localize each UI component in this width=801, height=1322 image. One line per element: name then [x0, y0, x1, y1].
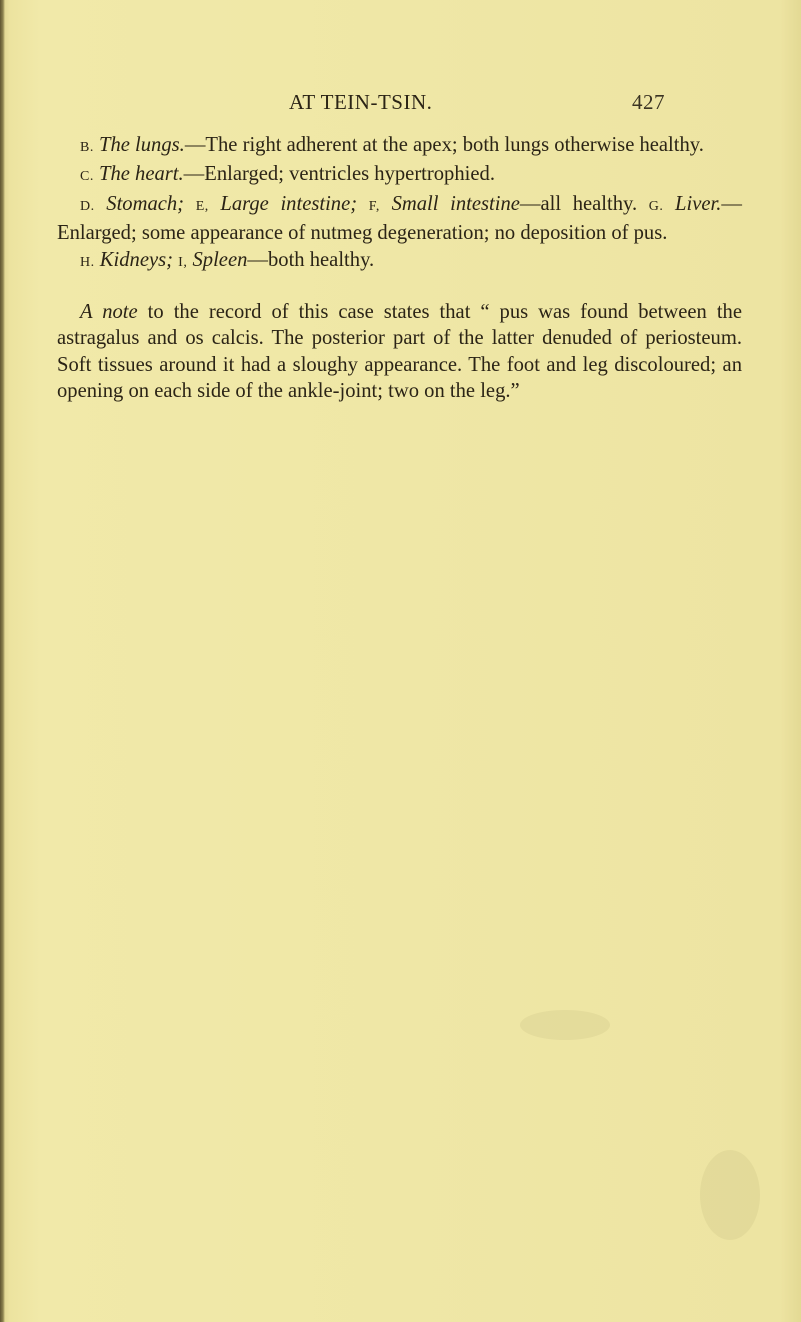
- entry-letter: F,: [368, 198, 380, 214]
- entry-text: —both healthy.: [247, 248, 375, 271]
- entry-heading: Spleen: [192, 248, 248, 271]
- entry-heading: Large intestine;: [220, 192, 358, 215]
- entry-letter: E,: [195, 198, 209, 214]
- case-note: [57, 299, 742, 405]
- note-text: to the record of this case states that “ pus was found between the astragalus and os calcis. The posterior part of the latter denuded of periosteum. Soft tissues around it had a sloughy appearance. The foot and leg discoloured; an opening on each side of the ankle-joint; two on the leg.”: [57, 301, 742, 403]
- page-body: [57, 132, 742, 405]
- note-lead: A note: [80, 301, 138, 324]
- entry-heading: Small intestine: [391, 192, 520, 215]
- entry-heading: The heart.: [99, 163, 184, 186]
- entry-text: —Enlarged; some appearance of nutmeg degeneration; no deposition of pus.: [57, 192, 742, 245]
- entry-text: —Enlarged; ventricles hypertrophied.: [183, 163, 495, 186]
- running-title: AT TEIN-TSIN.: [289, 90, 433, 114]
- entry-letter: H.: [80, 254, 95, 270]
- paper-stain: [520, 1010, 610, 1040]
- entry-letter: C.: [80, 169, 94, 185]
- entry-heading: Stomach;: [106, 192, 185, 215]
- entry-text: —all healthy.: [519, 192, 638, 215]
- entry-kidneys: [57, 247, 742, 276]
- entry-letter: I,: [178, 254, 188, 270]
- page-binding-edge: [0, 0, 5, 1322]
- page-header: [0, 90, 801, 120]
- entry-text: —The right adherent at the apex; both lungs otherwise healthy.: [184, 134, 704, 156]
- entry-heading: Kidneys;: [99, 248, 173, 271]
- entry-letter: D.: [80, 198, 95, 214]
- entry-digestive: [57, 191, 742, 247]
- entry-heading: Liver.: [675, 192, 722, 215]
- paper-stain: [700, 1150, 760, 1240]
- entry-letter: B.: [80, 140, 94, 155]
- entry-letter: G.: [648, 198, 664, 214]
- page-number: 427: [632, 90, 665, 114]
- entry-heading: The lungs.: [99, 134, 185, 156]
- entry-lungs: [57, 132, 742, 161]
- entry-heart: [57, 161, 742, 190]
